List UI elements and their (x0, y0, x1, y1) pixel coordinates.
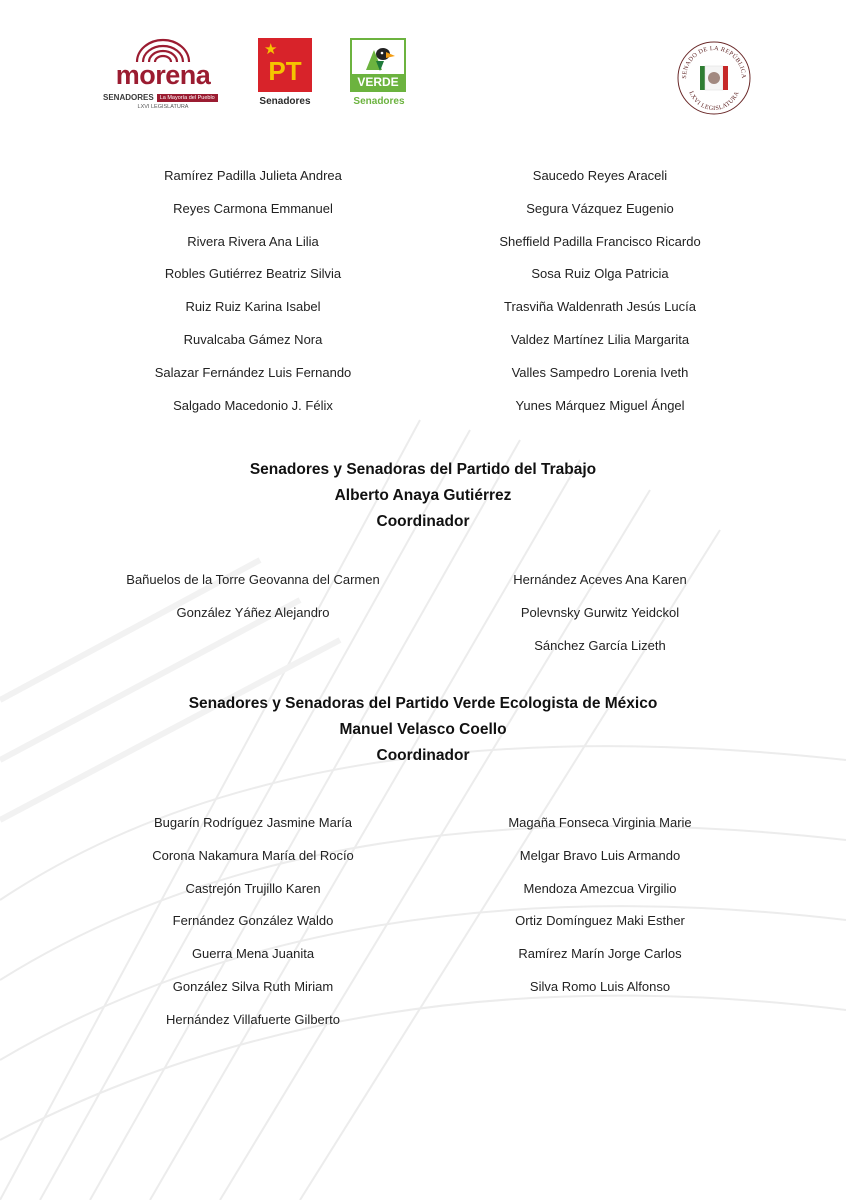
list-item: Sheffield Padilla Francisco Ricardo (499, 233, 701, 249)
list-item: Ortiz Domínguez Maki Esther (515, 913, 685, 929)
list-item: Salgado Macedonio J. Félix (173, 397, 333, 413)
list-item: Fernández González Waldo (172, 913, 334, 929)
pt-section-heading (0, 457, 846, 535)
morena-arch-icon (133, 38, 193, 62)
morena-wordmark: morena (115, 60, 211, 90)
pt-list-right (465, 572, 735, 670)
list-item: Sosa Ruiz Olga Patricia (531, 266, 669, 282)
toucan-icon (362, 44, 396, 74)
morena-logo (103, 38, 223, 114)
pt-label: Senadores (259, 96, 311, 107)
list-item: Magaña Fonseca Virginia Marie (508, 815, 692, 830)
list-item: Bañuelos de la Torre Geovanna del Carmen (126, 572, 380, 587)
verde-label: Senadores (353, 96, 405, 107)
list-item: González Yáñez Alejandro (176, 604, 330, 620)
morena-list-left (118, 168, 388, 430)
verde-coordinator-role: Coordinador (376, 747, 470, 764)
morena-subtitle (103, 93, 223, 102)
list-item: Yunes Márquez Miguel Ángel (515, 397, 685, 413)
list-item: Melgar Bravo Luis Armando (519, 847, 681, 863)
list-item: Saucedo Reyes Araceli (532, 168, 668, 183)
list-item: Ruiz Ruiz Karina Isabel (185, 299, 321, 315)
verde-list-right (465, 815, 735, 1012)
senate-seal-icon (676, 40, 752, 116)
verde-logo-box (350, 38, 406, 92)
pt-letters: PT (268, 56, 302, 86)
verde-wordmark: VERDE (352, 74, 404, 90)
morena-list-right (465, 168, 735, 430)
list-item: Hernández Aceves Ana Karen (513, 572, 687, 587)
list-item: Castrejón Trujillo Karen (185, 880, 321, 896)
list-item: Bugarín Rodríguez Jasmine María (154, 815, 352, 830)
list-item: Silva Romo Luis Alfonso (529, 978, 671, 994)
pt-section-title: Senadores y Senadoras del Partido del Trabajo (249, 461, 597, 478)
list-item: Ramírez Marín Jorge Carlos (518, 946, 682, 962)
seal-top-text: SENADO DE LA REPÚBLICA (680, 44, 748, 79)
pt-logo (256, 38, 316, 110)
list-item: Trasviña Waldenrath Jesús Lucía (504, 299, 696, 315)
list-item: Valdez Martínez Lilia Margarita (510, 331, 690, 347)
seal-bottom-text: LXVI LEGISLATURA (687, 90, 741, 113)
pt-list-left (118, 572, 388, 638)
pt-logo-box (258, 38, 312, 92)
list-item: Rivera Rivera Ana Lilia (187, 233, 319, 249)
list-item: Salazar Fernández Luis Fernando (154, 364, 352, 380)
list-item: González Silva Ruth Miriam (172, 978, 334, 994)
list-item: Mendoza Amezcua Virgilio (523, 880, 677, 896)
list-item: Sánchez García Lizeth (534, 637, 666, 653)
verde-list-left (118, 815, 388, 1045)
list-item: Ramírez Padilla Julieta Andrea (164, 168, 342, 183)
verde-section-title: Senadores y Senadoras del Partido Verde Ecologista de México (188, 695, 658, 712)
list-item: Polevnsky Gurwitz Yeidckol (520, 604, 680, 620)
list-item: Reyes Carmona Emmanuel (173, 200, 333, 216)
pt-coordinator-role: Coordinador (376, 513, 470, 530)
list-item: Ruvalcaba Gámez Nora (183, 331, 323, 347)
verde-logo (346, 38, 412, 110)
list-item: Corona Nakamura María del Rocío (152, 847, 354, 863)
morena-legislature: LXVI LEGISLATURA (137, 104, 189, 110)
list-item: Guerra Mena Juanita (191, 946, 315, 962)
list-item: Segura Vázquez Eugenio (526, 200, 674, 216)
list-item: Robles Gutiérrez Beatriz Silvia (164, 266, 342, 282)
verde-section-heading (0, 691, 846, 769)
verde-coordinator-name: Manuel Velasco Coello (339, 721, 507, 738)
pt-coordinator-name: Alberto Anaya Gutiérrez (334, 487, 512, 504)
star-icon: ★ (264, 41, 278, 58)
morena-sub-label: SENADORES (103, 93, 154, 102)
list-item: Valles Sampedro Lorenia Iveth (511, 364, 689, 380)
list-item: Hernández Villafuerte Gilberto (166, 1011, 340, 1027)
morena-tagline: La Mayoría del Pueblo (157, 94, 218, 102)
